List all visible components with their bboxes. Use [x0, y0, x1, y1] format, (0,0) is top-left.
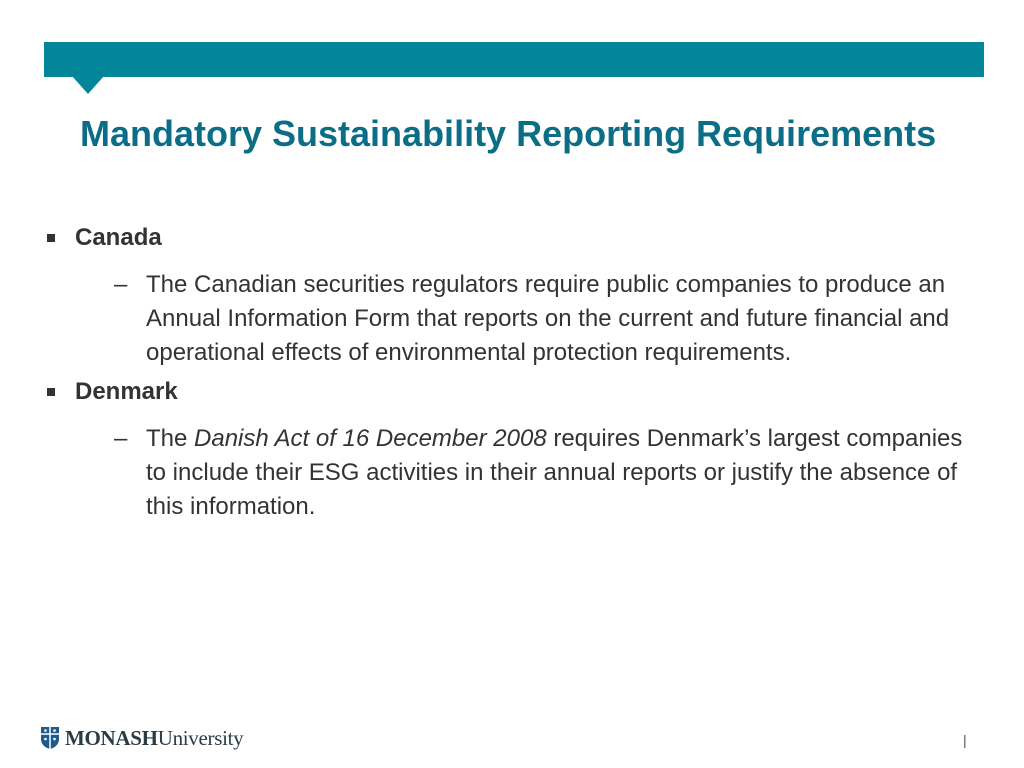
sub-bullet-denmark: [114, 422, 984, 524]
logo-bold-text: MONASH: [65, 725, 158, 750]
square-bullet-icon: [47, 234, 55, 242]
act-name: Danish Act of 16 December 2008: [194, 425, 547, 452]
square-bullet-icon: [47, 388, 55, 396]
bullet-heading: Canada: [75, 224, 162, 251]
logo-wordmark: [65, 726, 243, 751]
monash-logo: [40, 724, 243, 752]
header-banner: [44, 42, 984, 77]
logo-regular-text: University: [157, 725, 244, 750]
sub-bullet-canada: [114, 268, 984, 370]
bullet-heading: Denmark: [75, 378, 178, 405]
university-crest-icon: [40, 726, 60, 750]
bullet-denmark: [44, 376, 984, 408]
sub-bullet-text-end: requires Denmark’s largest companies to include their ESG activities in their annual reports or justify the absence of this information.: [146, 425, 963, 520]
page-number: |: [963, 732, 967, 748]
slide-title: Mandatory Sustainability Reporting Requirements: [80, 113, 937, 154]
sub-bullet-text: The Canadian securities regulators require public companies to produce an Annual Information Form that reports on the current and future financial and operational effects of environmental protection requirements.: [146, 271, 950, 366]
slide-content: [44, 222, 984, 530]
sub-bullet-text-start: The: [146, 425, 195, 452]
banner-notch: [72, 76, 104, 94]
bullet-canada: [44, 222, 984, 254]
dash-marker: –: [114, 425, 128, 452]
dash-marker: –: [114, 271, 128, 298]
